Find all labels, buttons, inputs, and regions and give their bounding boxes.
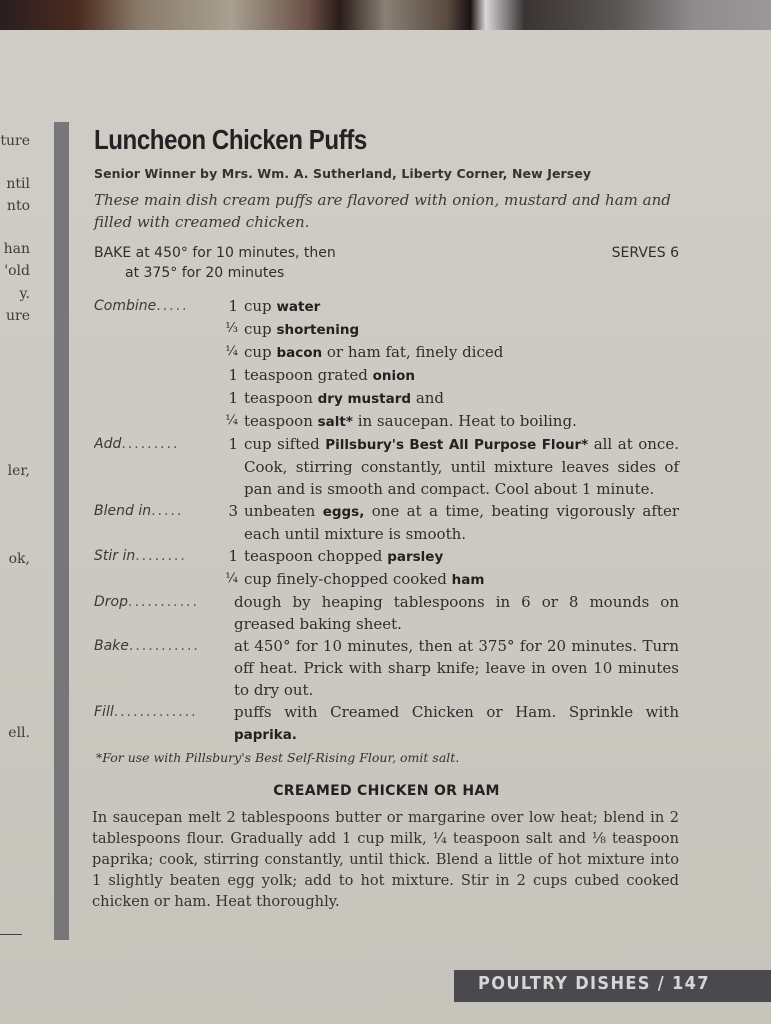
step-row: Blend in..... 3 unbeaten eggs, one at a time, beating vigorously after each until mixture is smooth. (94, 502, 680, 543)
step-qty: 1 (228, 435, 238, 453)
step-text: at 450° for 10 minutes, then at 375° for 20 minutes. Turn off heat. Prick with sharp knife; leave in oven 10 minutes to dry out. (234, 637, 679, 699)
step-row: Bake........... at 450° for 10 minutes, then at 375° for 20 minutes. Turn off heat. Prick with sharp knife; leave in oven 10 minutes to dry out. (94, 637, 679, 699)
step-text: teaspoon salt* in saucepan. Heat to boiling. (244, 412, 577, 430)
step-text: cup water (244, 297, 321, 315)
prev-fragment: ler, (7, 463, 30, 479)
prev-fragment: ture (0, 133, 30, 149)
step-row: Combine..... 1 cup water (94, 295, 679, 318)
step-row: Fill............. puffs with Creamed Chicken or Ham. Sprinkle with paprika. (94, 701, 679, 746)
step-qty: 1 (228, 547, 238, 565)
step-qty: ¼ (225, 571, 238, 586)
step-verb: Add (94, 436, 122, 452)
sub-recipe-title: CREAMED CHICKEN OR HAM (273, 783, 500, 799)
step-qty: 1 (228, 366, 238, 384)
step-verb: Combine (94, 298, 157, 314)
step-text: unbeaten eggs, one at a time, beating vigorously after each until mixture is smooth. (244, 502, 680, 543)
prev-fragment: ntil (6, 176, 30, 192)
step-text: teaspoon chopped parsley (244, 547, 444, 565)
sub-recipe-body: In saucepan melt 2 tablespoons butter or margarine over low heat; blend in 2 tablespoons flour. Gradually add 1 cup milk, ¼ teaspoon salt and ⅛ teaspoon paprika; cook, stirring constantly, until thick. Blend a little of hot mixture into 1 slightly beaten egg yolk; add to hot mixture. Stir in 2 cups cubed cooked chicken or ham. Heat thoroughly. (92, 809, 679, 910)
recipe-content (94, 118, 679, 912)
step-text: teaspoon dry mustard and (244, 389, 445, 407)
background-scene (0, 0, 771, 30)
prev-fragment: nto (6, 198, 30, 214)
divider (0, 934, 22, 935)
prev-fragment: ure (6, 308, 30, 324)
step-text: cup shortening (244, 320, 360, 338)
step-text: teaspoon grated onion (244, 366, 416, 384)
step-text: dough by heaping tablespoons in 6 or 8 mounds on greased baking sheet. (234, 593, 679, 633)
step-row (94, 318, 679, 341)
recipe-steps (94, 295, 679, 746)
step-row (94, 387, 679, 410)
step-verb: Stir in (94, 548, 136, 564)
step-text: cup finely-chopped cooked ham (244, 570, 485, 588)
step-verb: Fill (94, 704, 114, 720)
footnote: *For use with Pillsbury's Best Self-Rising Flour, omit salt. (96, 750, 460, 765)
prev-fragment: y. (19, 286, 30, 302)
step-row: Drop........... dough by heaping tablespoons in 6 or 8 mounds on greased baking sheet. (94, 593, 679, 633)
recipe-title: Luncheon Chicken Puffs (94, 124, 367, 155)
bake-info (94, 243, 679, 283)
step-row (94, 364, 679, 387)
vertical-rule-bar (54, 122, 69, 940)
step-verb: Blend in (94, 503, 152, 519)
section-footer-bar (454, 970, 771, 1002)
serves-label: SERVES 6 (611, 245, 679, 261)
bake-line-2: at 375° for 20 minutes (125, 265, 285, 281)
step-row: Stir in........ 1 teaspoon chopped parsley (94, 545, 679, 568)
step-row: Add......... 1 cup sifted Pillsbury's Best All Purpose Flour* all at once. Cook, stirring constantly, until mixture leaves sides of pan and is smooth and compact. Cool about 1 minute. (94, 435, 679, 498)
step-text: cup sifted Pillsbury's Best All Purpose Flour* all at once. Cook, stirring constantly, until mixture leaves sides of pan and is smooth and compact. Cool about 1 minute. (244, 435, 679, 498)
step-qty: 1 (228, 297, 238, 315)
section-page-label: POULTRY DISHES / 147 (478, 973, 710, 994)
bake-line-1: BAKE at 450° for 10 minutes, then (94, 245, 336, 261)
step-verb: Drop (94, 594, 128, 610)
step-qty: ⅓ (225, 321, 238, 336)
step-verb: Bake (94, 638, 129, 654)
prev-fragment: 'old (4, 263, 30, 279)
step-qty: ¼ (225, 344, 238, 359)
recipe-intro: These main dish cream puffs are flavored with onion, mustard and ham and filled with creamed chicken. (94, 191, 671, 231)
recipe-byline: Senior Winner by Mrs. Wm. A. Sutherland, Liberty Corner, New Jersey (94, 166, 592, 181)
prev-fragment: ell. (8, 725, 30, 741)
prev-fragment: han (3, 241, 30, 257)
step-qty: 3 (228, 502, 238, 520)
step-qty: 1 (228, 389, 238, 407)
step-text: puffs with Creamed Chicken or Ham. Sprinkle with paprika. (234, 703, 679, 743)
step-row (94, 341, 679, 364)
prev-fragment: ok, (8, 551, 30, 567)
step-row (94, 568, 679, 591)
step-text: cup bacon or ham fat, finely diced (244, 343, 504, 361)
step-row (94, 410, 679, 433)
step-qty: ¼ (225, 413, 238, 428)
